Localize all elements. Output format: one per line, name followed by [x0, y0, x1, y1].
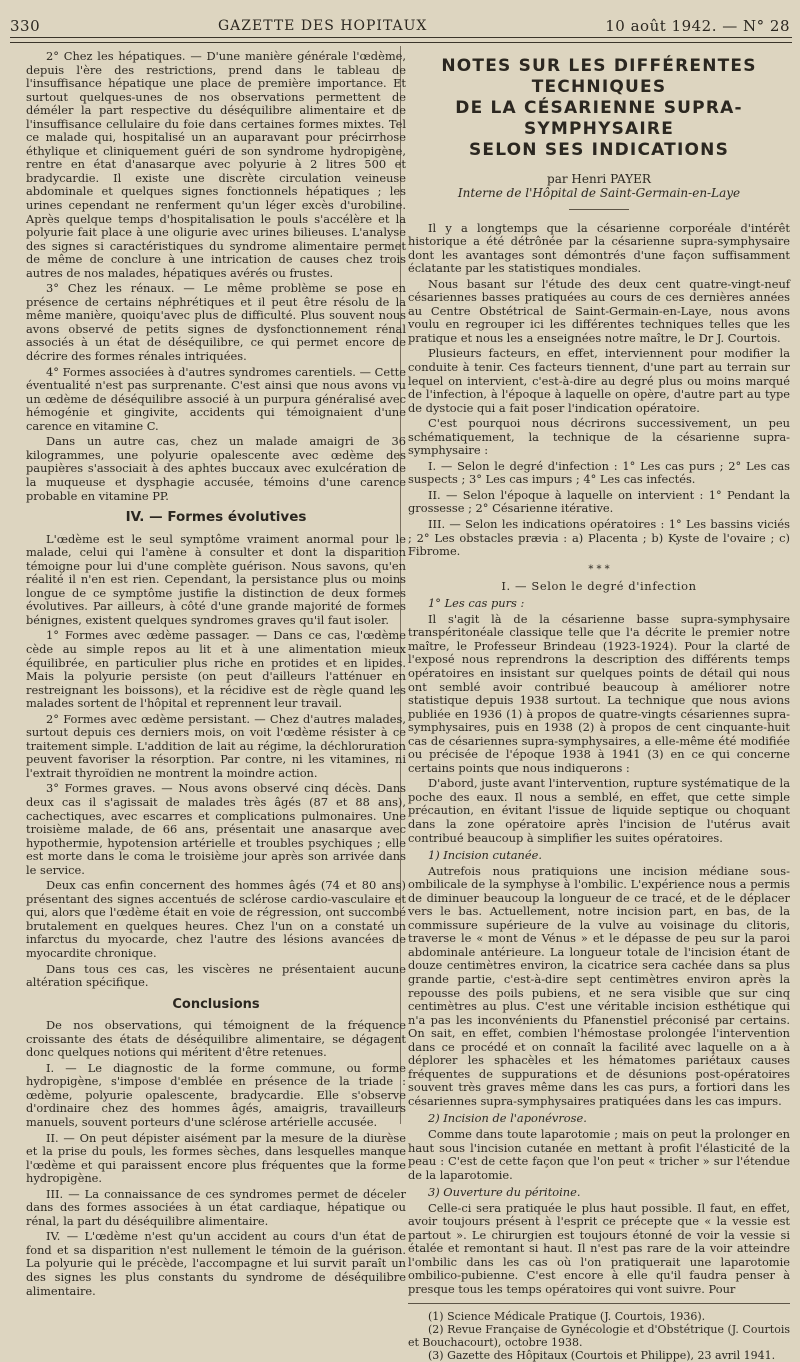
paragraph: De nos observations, qui témoignent de la fréquence croissante des états de déséquilibre alimentaire, se dégagent donc quelques notions qui méritent d'être retenues.: [26, 1018, 406, 1060]
header-rule: [10, 37, 792, 43]
paragraph: 3° Chez les rénaux. — Le même problème se pose en présence de certains néphrétiques et il peut être résolu de la même manière, quoiqu'avec plus de difficulté. Plus souvent nous avons observé de petits signes de dysfonctionnement rénal associés à un état de déséquilibre, ce qui permet encore de décrire des formes rénales intriquées.: [26, 281, 406, 364]
paragraph: Autrefois nous pratiquions une incision médiane sous-ombilicale de la symphyse à l'ombilic. L'expérience nous a permis de diminuer beaucoup la longueur de ce tracé, et de le déplacer vers le bas. Actuellement, notre incision part, en bas, de la commissure supérieure de la vulve au voisinage du clitoris, traverse le « mont de Vénus » et le dépasse de peu sur la paroi abdominale antérieure. La longueur totale de l'incision étant de douze centimètres environ, la cicatrice sera cachée dans sa plus grande partie, c'est-à-dire sept centimètres environ après la repousse des poils pubiens, et ne sera visible que sur cinq centimètres au plus. C'est une véritable incision esthétique qui n'a pas les inconvénients du Pfanenstiel préconisé par certains. On sait, en effet, combien l'hémostase prolongée l'intervention dans ce procédé et on connaît la facilité avec laquelle on a à déplorer les sphacèles et les hématomes pariétaux causes fréquentes de suppurations et de désunions post-opératoires souvent très graves même dans les cas purs, a fortiori dans les césariennes supra-symphysaires pratiquées dans les cas impurs.: [408, 863, 790, 1108]
footnote: (2) Revue Française de Gynécologie et d'Obstétrique (J. Courtois et Bouchacourt), octobre 1938.: [408, 1322, 790, 1349]
paragraph: III. — La connaissance de ces syndromes permet de déceler dans des formes associées à un état cardiaque, hépatique ou rénal, la part du déséquilibre alimentaire.: [26, 1186, 406, 1228]
paragraph: Dans un autre cas, chez un malade amaigri de 36 kilogrammes, une polyurie opalescente avec œdème des paupières s'associait à des aphtes buccaux avec exulcération de la muqueuse et dysphagie accusée, témoins d'une carence probable en vitamine PP.: [26, 434, 406, 503]
subsection-label: 3) Ouverture du péritoine.: [428, 1185, 581, 1200]
paragraph: 4° Formes associées à d'autres syndromes carentiels. — Cette éventualité n'est pas surprenante. C'est ainsi que nous avons vu un œdème de déséquilibre associé à un purpura généralisé avec hémogénie et gingivite, accidents qui témoignaient d'une carence en vitamine C.: [26, 364, 406, 433]
section-heading: IV. — Formes évolutives: [125, 509, 307, 526]
paragraph: L'œdème est le seul symptôme vraiment anormal pour le malade, celui qui l'amène à consulter et dont la disparition témoigne pour lui d'une complète guérison. Nous savons, qu'en réalité il n'en est rien. Cependant, la persistance plus ou moins longue de ce symptôme justifie la distinction de deux formes évolutives. Par ailleurs, à côté d'une grande majorité de formes bénignes, existent quelques syndromes graves qu'il faut isoler.: [26, 531, 406, 627]
paragraph: Il s'agit là de la césarienne basse supra-symphysaire transpéritonéale classique telle que l'a décrite le premier notre maître, le Professeur Brindeau (1923-1924). Pour la clarté de l'exposé nous reprendrons la description des différents temps opératoires en insistant sur quelques points de détail qui nous ont semblé avoir contribué beaucoup à améliorer notre statistique depuis 1938 surtout. La technique que nous avions publiée en 1936 (1) à propos de quatre-vingts césariennes supra-symphysaires, puis en 1938 (2) à propos de cent cinquante-huit cas de césariennes supra-symphysaires, a elle-même été modifiée ou précisée de l'époque 1938 à 1941 (3) en ce qui concerne certains points que nous indiquerons :: [408, 611, 790, 775]
paragraph: Plusieurs facteurs, en effet, interviennent pour modifier la conduite à tenir. Ces facteurs tiennent, d'une part au terrain sur lequel on intervient, c'est-à-dire au degré plus ou moins marqué de l'infection, à l'époque à laquelle on opère, d'autre part au type de dystocie qui a fait poser l'indication opératoire.: [408, 346, 790, 415]
paragraph: IV. — L'œdème n'est qu'un accident au cours d'un état de fond et sa disparition n'est nullement le témoin de la guérison. La polyurie qui le précède, l'accompagne et lui survit paraît un des signes les plus constants du syndrome de déséquilibre alimentaire.: [26, 1229, 406, 1298]
article-title-line: DE LA CÉSARIENNE SUPRA-SYMPHYSAIRE: [455, 98, 743, 139]
conclusions-heading: Conclusions: [172, 996, 260, 1012]
author-byline: par Henri PAYER: [547, 172, 651, 186]
paragraph: Il y a longtemps que la césarienne corporéale d'intérêt historique a été détrônée par la césarienne supra-symphysaire dont les avantages sont démontrés d'une façon suffisamment éclatante par les statistiques mondiales.: [408, 220, 790, 276]
article-title: [408, 56, 790, 161]
journal-title: GAZETTE DES HOPITAUX: [217, 18, 428, 34]
subsection-label: 2) Incision de l'aponévrose.: [428, 1111, 587, 1126]
issue-date: 10 août 1942. — N° 28: [605, 17, 790, 35]
paragraph: II. — On peut dépister aisément par la mesure de la diurèse et la prise du pouls, les formes sèches, dans lesquelles manque l'œdème et qui paraissent encore plus fréquentes que la forme hydropigène.: [26, 1130, 406, 1186]
paragraph: II. — Selon l'époque à laquelle on intervient : 1° Pendant la grossesse ; 2° Césarienne itérative.: [408, 487, 790, 516]
footnote: (3) Gazette des Hôpitaux (Courtois et Philippe), 23 avril 1941.: [428, 1348, 776, 1362]
left-column: [26, 49, 406, 1298]
author-affiliation: Interne de l'Hôpital de Saint-Germain-en-Laye: [457, 186, 741, 200]
paragraph: Comme dans toute laparotomie ; mais on peut la prolonger en haut sous l'incision cutanée en mettant à profit l'élasticité de la peau : C'est de cette façon que l'on peut « tricher » sur l'étendue de la laparotomie.: [408, 1127, 790, 1182]
paragraph: 2° Chez les hépatiques. — D'une manière générale l'œdème, depuis l'ère des restrictions, prend dans le tableau de l'insuffisance hépatique une place de première importance. Et surtout quelques-unes de nos observations permettent de déméler la part respective du déséquilibre alimentaire et de l'insuffisance cellulaire du foie dans certaines formes mixtes. Tel ce malade qui, hospitalisé un an auparavant pour précirrhose éthylique et cliniquement guéri de son syndrome hydropigène, rentre en état d'anasarque avec polyurie à 2 litres 500 et bradycardie. Il existe une discrète circulation veineuse abdominale et quelques signes fonctionnels hépatiques ; les urines cependant ne renferment qu'un léger excès d'urobiline. Après quelque temps d'hospitalisation le pouls s'accélère et la polyurie fait place à une oligurie avec urines bilieuses. L'analyse des signes si caractéristiques du syndrome alimentaire permet de même de conclure à une intrication de causes chez trois autres de nos malades, hépatiques avérés ou frustes.: [26, 49, 406, 280]
subsection-label: 1) Incision cutanée.: [428, 848, 542, 863]
paragraph: Celle-ci sera pratiquée le plus haut possible. Il faut, en effet, avoir toujours présent à l'esprit ce précepte que « la vessie est partout ». Le chirurgien est toujours étonné de voir la vessie si étalée et remontant si haut. Il n'est pas rare de la voir atteindre l'ombilic dans les cas où l'on pratiquerait une laparotomie ombilico-pubienne. C'est encore à elle qu'il faudra penser à presque tous les temps opératoires qui vont suivre. Pour: [408, 1200, 790, 1297]
section-stars: * * *: [588, 563, 610, 575]
paragraph: 1° Formes avec œdème passager. — Dans ce cas, l'œdème cède au simple repos au lit et à une alimentation mieux équilibrée, en particulier plus riche en protides et en lipides. Mais la polyurie persiste (on peut d'ailleurs l'atténuer en restreignant les boissons), et la récidive est de règle quand les malades sortent de l'hôpital et reprennent leur travail.: [26, 628, 406, 711]
page-header: [10, 14, 790, 38]
page-number: 330: [10, 17, 41, 35]
subsection-label: 1° Les cas purs :: [428, 596, 525, 611]
right-column: [408, 50, 790, 1362]
paragraph: I. — Selon le degré d'infection : 1° Les cas purs ; 2° Les cas suspects ; 3° Les cas impurs ; 4° Les cas infectés.: [408, 458, 790, 487]
subsection-heading: I. — Selon le degré d'infection: [501, 578, 697, 593]
footnote: (1) Science Médicale Pratique (J. Courtois, 1936).: [428, 1309, 706, 1323]
paragraph: 2° Formes avec œdème persistant. — Chez d'autres malades, surtout depuis ces derniers mois, on voit l'œdème résister à ce traitement simple. L'addition de lait au régime, la déchloruration peuvent favoriser la résorption. Par contre, ni les vitamines, ni l'extrait thyroïdien ne montrent la moindre action.: [26, 711, 406, 780]
title-rule: [569, 209, 629, 210]
article-title-line: NOTES SUR LES DIFFÉRENTES TECHNIQUES: [441, 56, 757, 97]
paragraph: III. — Selon les indications opératoires : 1° Les bassins viciés ; 2° Les obstacles prævia : a) Placenta ; b) Kyste de l'ovaire ; c) Fibrome.: [408, 517, 790, 559]
paragraph: Nous basant sur l'étude des deux cent quatre-vingt-neuf césariennes basses pratiquées au cours de ces dernières années au Centre Obstétrical de Saint-Germain-en-Laye, nous avons voulu en regrouper ici les différentes techniques telles que les pratique et nous les a enseignées notre maître, le Dr J. Courtois.: [408, 276, 790, 345]
paragraph: Dans tous ces cas, les viscères ne présentaient aucune altération spécifique.: [26, 961, 406, 990]
paragraph: C'est pourquoi nous décrirons successivement, un peu schématiquement, la technique de la césarienne supra-symphysaire :: [408, 416, 790, 458]
article-title-line: SELON SES INDICATIONS: [468, 140, 730, 160]
paragraph: I. — Le diagnostic de la forme commune, ou forme hydropigène, s'impose d'emblée en présence de la triade : œdème, polyurie opalescente, bradycardie. Elle s'observe d'ordinaire chez des hommes âgés, amaigris, travailleurs manuels, souvent porteurs d'une sclérose artérielle accusée.: [26, 1060, 406, 1130]
paragraph: Deux cas enfin concernent des hommes âgés (74 et 80 ans) présentant des signes accentués de sclérose cardio-vasculaire et qui, alors que l'œdème était en voie de régression, ont succombé brutalement en quelques heures. Chez l'un on a constaté un infarctus du myocarde, chez l'autre des lésions avancées de myocardite chronique.: [26, 878, 406, 960]
footnotes: [408, 1303, 790, 1362]
paragraph: D'abord, juste avant l'intervention, rupture systématique de la poche des eaux. Il nous a semblé, en effet, que cette simple précaution, en évitant l'issue de liquide septique ou choquant dans la zone opératoire après l'incision de l'utérus avait contribué beaucoup à simplifier les suites opératoires.: [408, 776, 790, 845]
paragraph: 3° Formes graves. — Nous avons observé cinq décès. Dans deux cas il s'agissait de malades très âgés (87 et 88 ans), cachectiques, avec escarres et complications pulmonaires. Une troisième malade, de 66 ans, présentait une anasarque avec hypothermie, hypotension artérielle et troubles psychiques ; elle est morte dans le coma le troisième jour après son arrivée dans le service.: [26, 781, 406, 877]
